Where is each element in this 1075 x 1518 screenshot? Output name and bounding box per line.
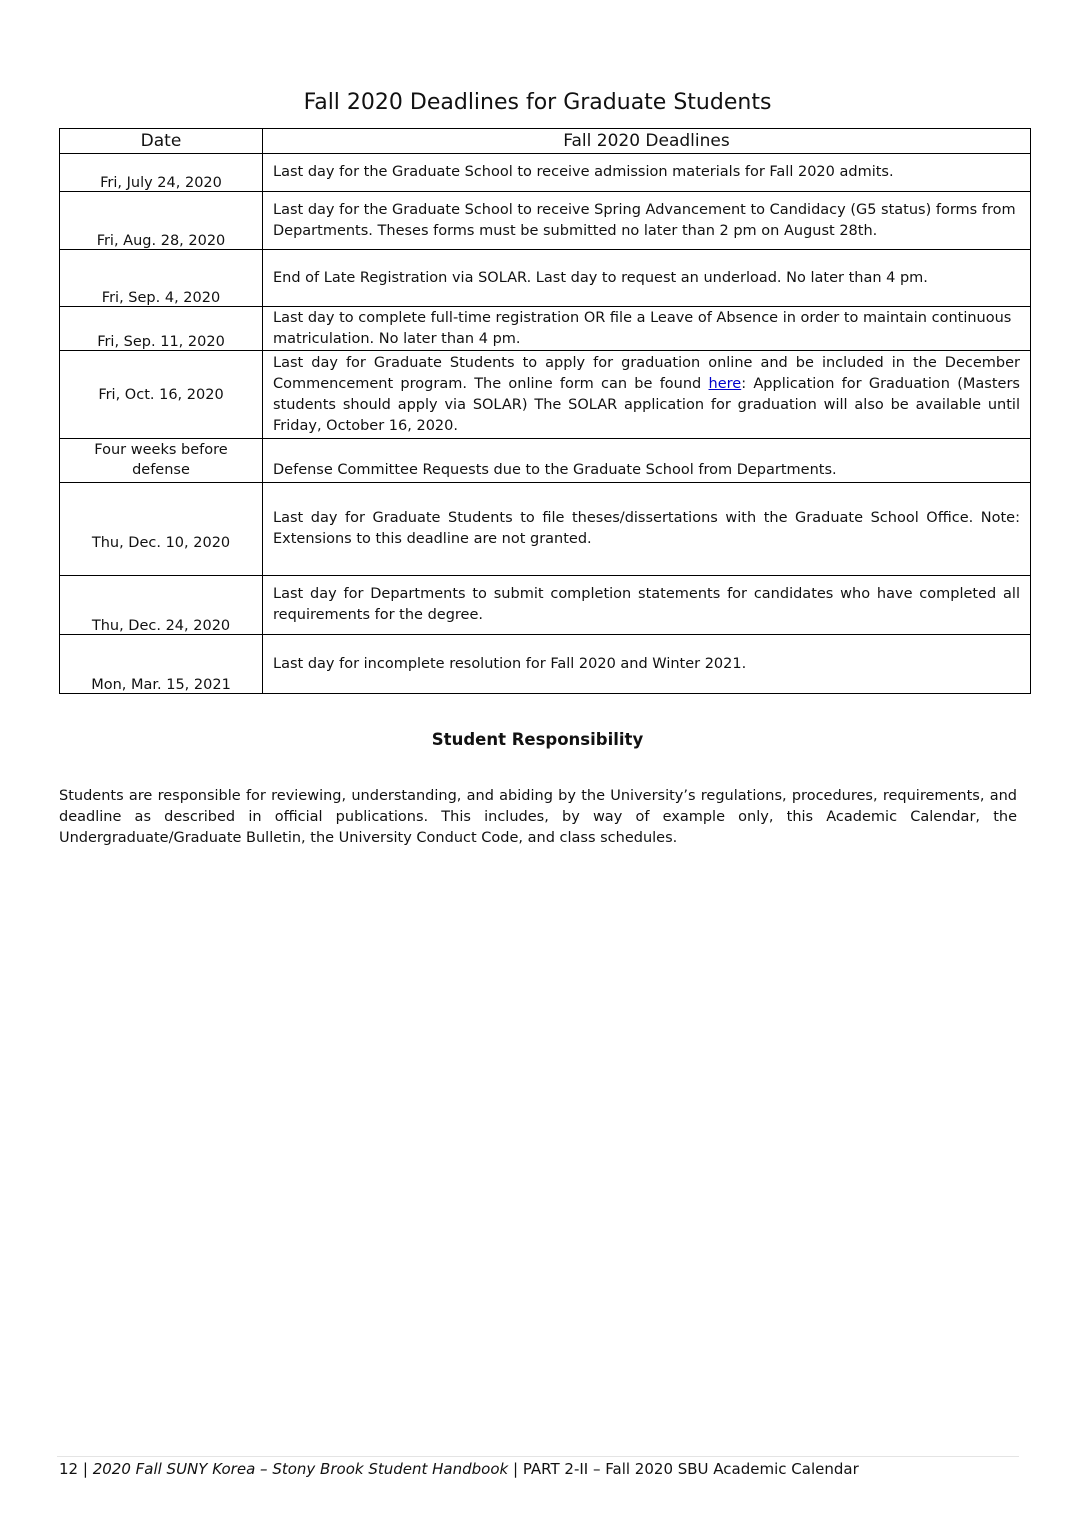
row-deadline: Last day for Graduate Students to file theses/dissertations with the Graduate School Office. Note: Extensions to this deadline are not granted. — [263, 483, 1031, 576]
table-row — [60, 351, 1031, 439]
handbook-title-dash: – — [255, 1460, 273, 1478]
row-deadline: End of Late Registration via SOLAR. Last day to request an underload. No later than 4 pm. — [263, 250, 1031, 307]
responsibility-heading: Student Responsibility — [431, 730, 644, 749]
application-link[interactable]: here — [708, 375, 742, 392]
page-number: 12 — [59, 1460, 79, 1478]
row-date: Fri, Sep. 11, 2020 — [60, 307, 263, 351]
row-date: Mon, Mar. 15, 2021 — [60, 635, 263, 694]
row-deadline: Last day for the Graduate School to receive admission materials for Fall 2020 admits. — [263, 154, 1031, 192]
table-header-row — [60, 129, 1031, 154]
handbook-title-part1: 2020 Fall SUNY Korea — [92, 1460, 256, 1478]
table-row — [60, 483, 1031, 576]
row-deadline — [263, 351, 1031, 439]
table-row — [60, 635, 1031, 694]
row-deadline: Last day to complete full-time registration OR file a Leave of Absence in order to maintain continuous matriculation. No later than 4 pm. — [263, 307, 1031, 351]
deadline-text-after: : Application for Graduation (Masters students should apply via SOLAR) The SOLAR application for graduation will also be available until Friday, October 16, 2020. — [273, 375, 1020, 434]
responsibility-body: Students are responsible for reviewing, understanding, and abiding by the University’s regulations, procedures, requirements, and deadline as described in official publications. This includes, by way of example only, this Academic Calendar, the Undergraduate/Graduate Bulletin, the University Conduct Code, and class schedules. — [59, 788, 1017, 846]
footer-divider — [57, 1456, 1019, 1457]
table-row — [60, 307, 1031, 351]
deadline-text-before: Last day for Graduate Students to apply for graduation online and be included in the December Commencement program. The online form can be found — [273, 354, 1020, 392]
row-date: Four weeks before defense — [60, 439, 263, 483]
table-row — [60, 576, 1031, 635]
row-deadline: Defense Committee Requests due to the Graduate School from Departments. — [263, 439, 1031, 483]
row-deadline: Last day for the Graduate School to receive Spring Advancement to Candidacy (G5 status) forms from Departments. Theses forms must be submitted no later than 2 pm on August 28th. — [263, 192, 1031, 250]
table-row — [60, 154, 1031, 192]
page-title: Fall 2020 Deadlines for Graduate Students — [303, 90, 772, 115]
row-date: Fri, Sep. 4, 2020 — [60, 250, 263, 307]
row-deadline: Last day for incomplete resolution for Fall 2020 and Winter 2021. — [263, 635, 1031, 694]
header-deadlines: Fall 2020 Deadlines — [263, 129, 1031, 154]
page-footer — [59, 1460, 859, 1478]
table-row — [60, 250, 1031, 307]
row-deadline: Last day for Departments to submit completion statements for candidates who have completed all requirements for the degree. — [263, 576, 1031, 635]
row-date: Fri, Aug. 28, 2020 — [60, 192, 263, 250]
table-row — [60, 439, 1031, 483]
row-date: Thu, Dec. 24, 2020 — [60, 576, 263, 635]
table-row — [60, 192, 1031, 250]
footer-section: PART 2-II – Fall 2020 SBU Academic Calendar — [522, 1460, 859, 1478]
handbook-title-part2: Stony Brook Student Handbook — [272, 1460, 509, 1478]
row-date: Fri, July 24, 2020 — [60, 154, 263, 192]
row-date: Thu, Dec. 10, 2020 — [60, 483, 263, 576]
footer-separator: | — [508, 1460, 523, 1478]
deadlines-table — [59, 128, 1031, 694]
footer-separator: | — [78, 1460, 93, 1478]
header-date: Date — [60, 129, 263, 154]
row-date: Fri, Oct. 16, 2020 — [60, 351, 263, 439]
